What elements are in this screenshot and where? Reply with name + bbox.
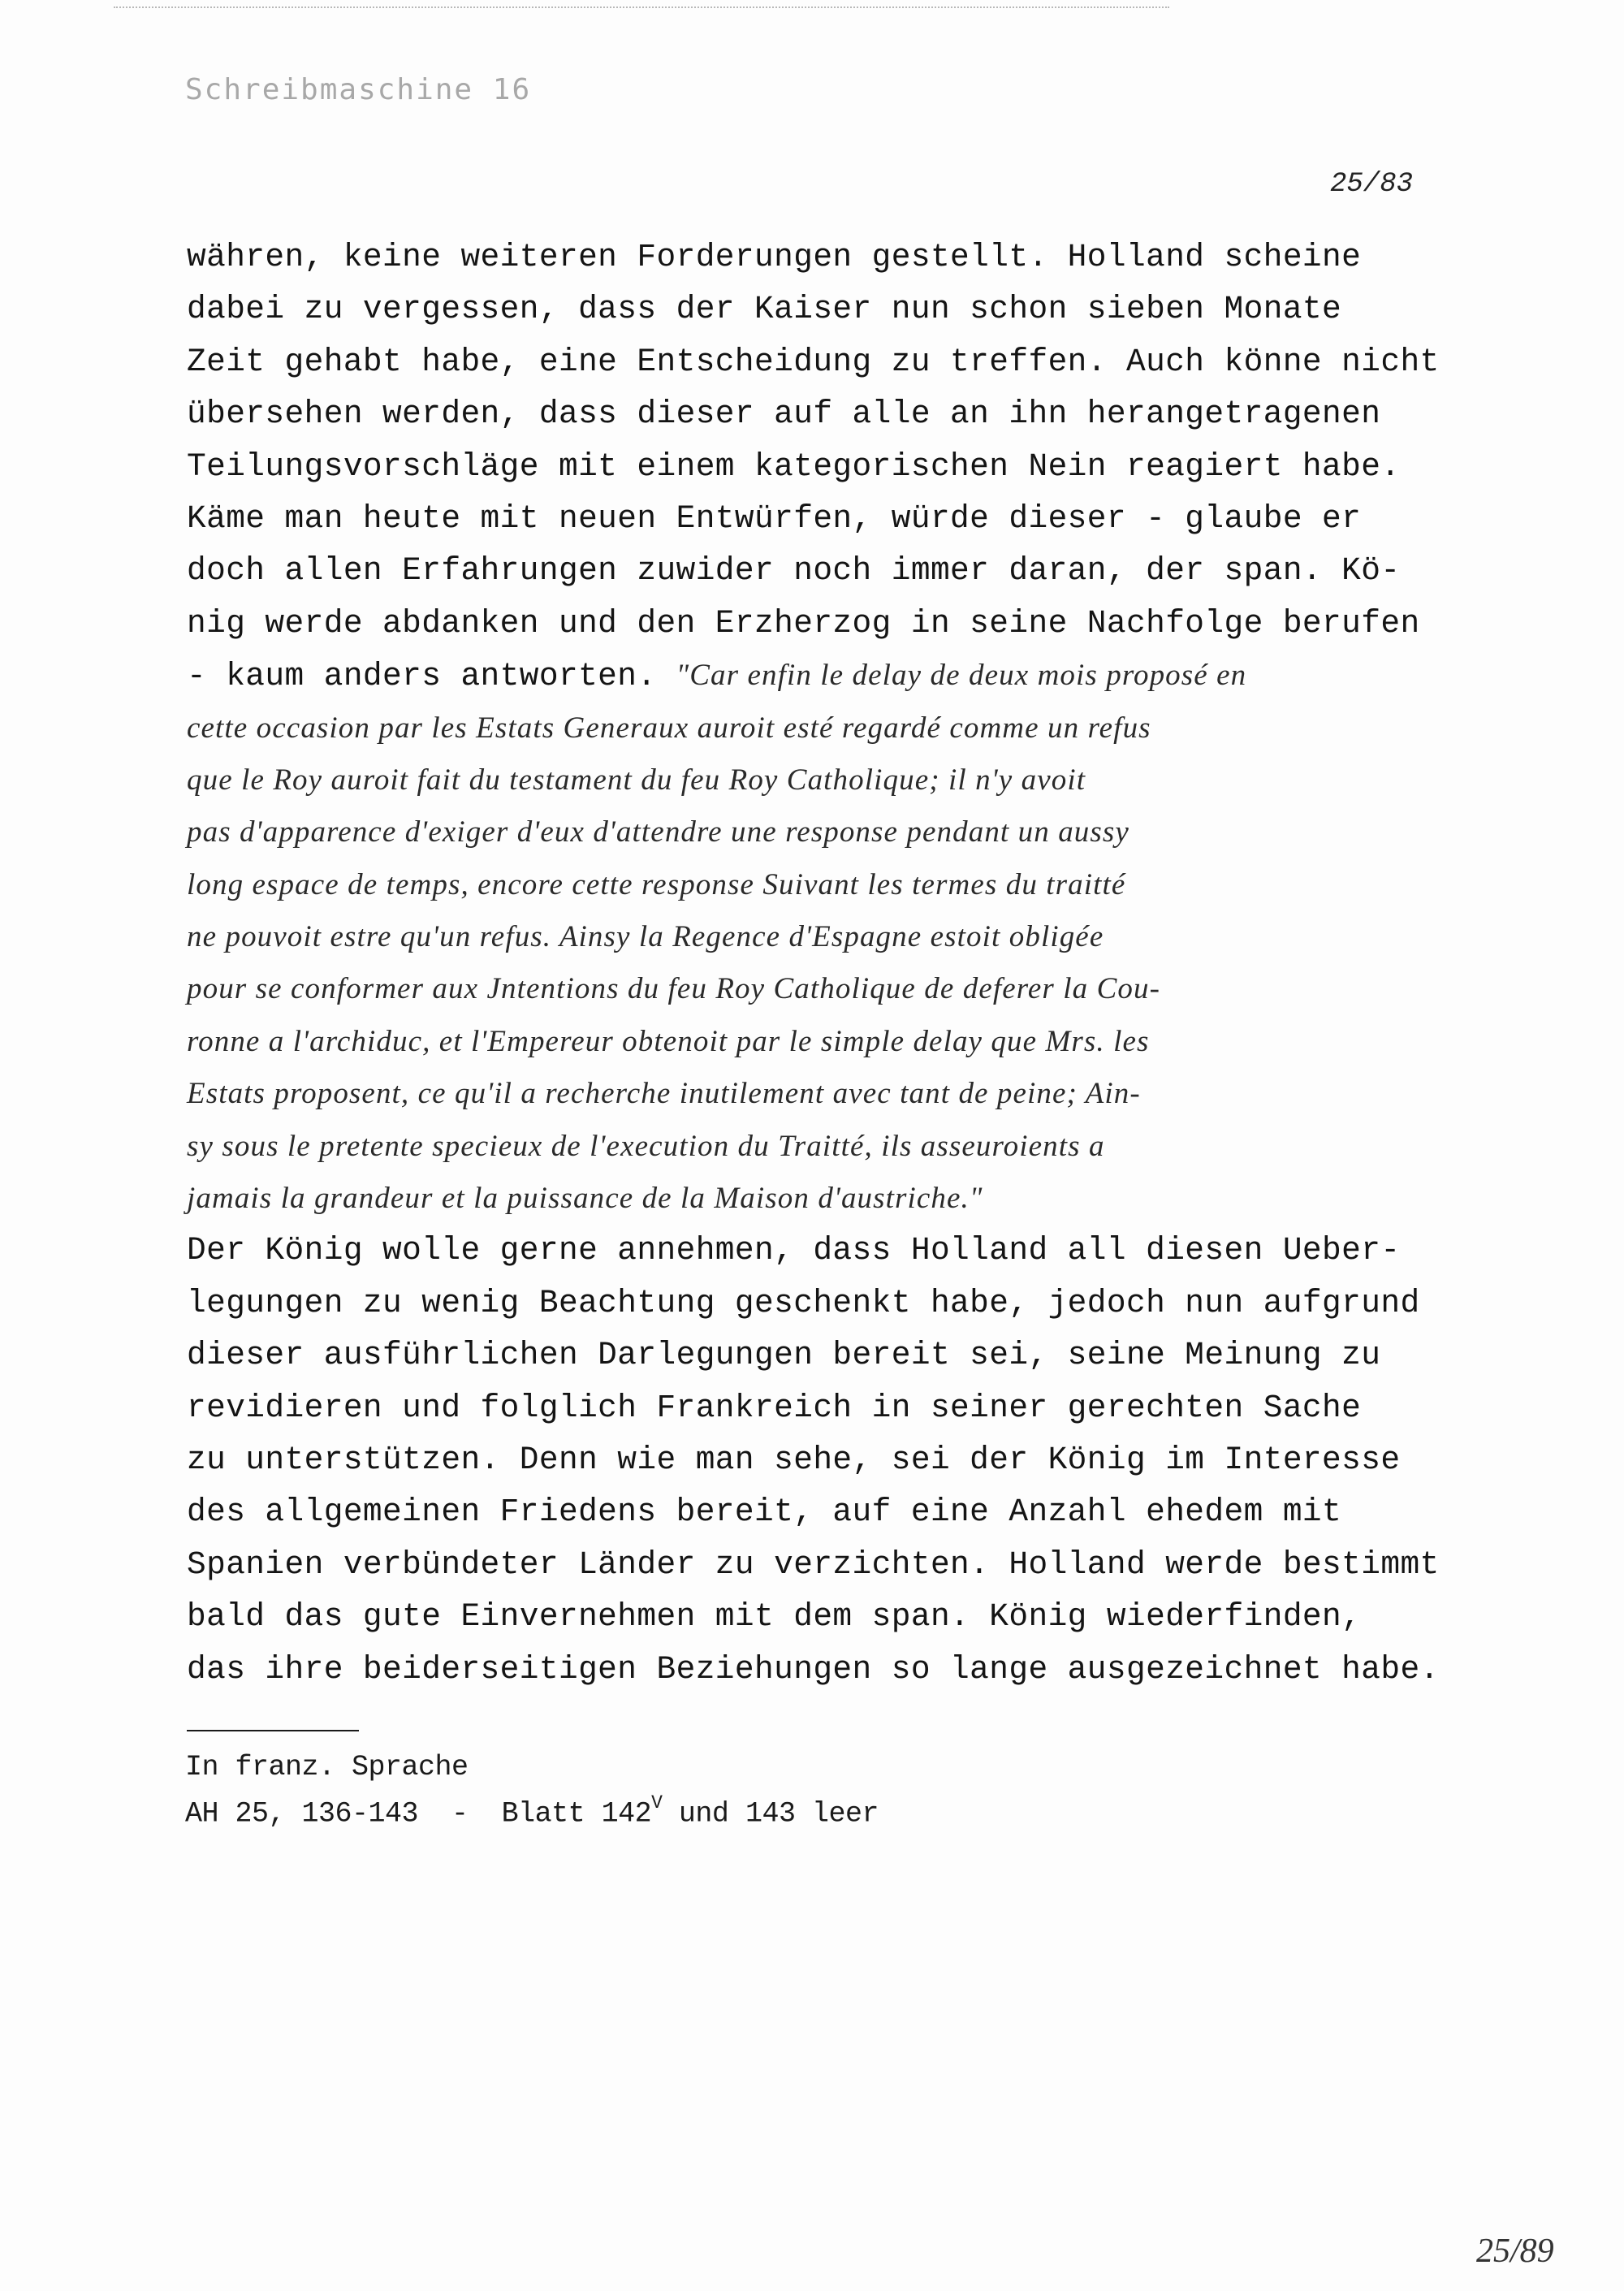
typewriter-stamp: Schreibmaschine 16 xyxy=(185,73,532,106)
quote-line: ronne a l'archiduc, et l'Empereur obtenoit par le simple delay que Mrs. les xyxy=(187,1024,1150,1058)
footnote-superscript: V xyxy=(651,1792,663,1813)
text-line: legungen zu wenig Beachtung geschenkt habe, jedoch nun aufgrund xyxy=(187,1284,1420,1321)
quote-line: pas d'apparence d'exiger d'eux d'attendre une response pendant un aussy xyxy=(187,815,1129,849)
mixed-line-normal: - kaum anders antworten. xyxy=(187,658,676,695)
quote-line: sy sous le pretente specieux de l'execution du Traitté, ils asseuroients a xyxy=(187,1129,1105,1163)
quote-line: pour se conformer aux Jntentions du feu Roy Catholique de deferer la Cou- xyxy=(187,972,1161,1006)
text-line: Zeit gehabt habe, eine Entscheidung zu treffen. Auch könne nicht xyxy=(187,343,1440,380)
mixed-line xyxy=(187,650,1453,702)
text-line: revidieren und folglich Frankreich in seiner gerechten Sache xyxy=(187,1389,1362,1426)
footnote-line: In franz. Sprache xyxy=(185,1751,469,1783)
footnote-divider xyxy=(187,1730,359,1731)
page-number: 25/83 xyxy=(1330,169,1414,200)
body-text xyxy=(187,231,1453,1696)
text-line: währen, keine weiteren Forderungen gestellt. Holland scheine xyxy=(187,239,1362,275)
footnote xyxy=(185,1748,879,1831)
footnote-source: AH 25, 136-143 - Blatt 142 xyxy=(185,1797,652,1831)
quote-line: cette occasion par les Estats Generaux auroit esté regardé comme un refus xyxy=(187,711,1151,745)
quote-line: Estats proposent, ce qu'il a recherche inutilement avec tant de peine; Ain- xyxy=(187,1077,1141,1111)
text-line: zu unterstützen. Denn wie man sehe, sei der König im Interesse xyxy=(187,1441,1401,1478)
text-line: dabei zu vergessen, dass der Kaiser nun schon sieben Monate xyxy=(187,291,1342,328)
text-line: Der König wolle gerne annehmen, dass Holland all diesen Ueber- xyxy=(187,1232,1401,1269)
scan-artifact xyxy=(114,6,1169,11)
quote-start: "Car enfin le delay de deux mois proposé en xyxy=(676,659,1247,693)
text-line: doch allen Erfahrungen zuwider noch immer daran, der span. Kö- xyxy=(187,552,1401,590)
text-line: nig werde abdanken und den Erzherzog in seine Nachfolge berufen xyxy=(187,604,1420,642)
quote-line: jamais la grandeur et la puissance de la Maison d'austriche." xyxy=(187,1182,983,1216)
quote-line: que le Roy auroit fait du testament du feu Roy Catholique; il n'y avoit xyxy=(187,763,1086,797)
text-line: Teilungsvorschläge mit einem kategorischen Nein reagiert habe. xyxy=(187,447,1401,485)
text-line: bald das gute Einvernehmen mit dem span. König wiederfinden, xyxy=(187,1598,1362,1636)
text-line: das ihre beiderseitigen Beziehungen so lange ausgezeichnet habe. xyxy=(187,1650,1440,1688)
footnote-source-end: und 143 leer xyxy=(662,1797,879,1831)
text-line: Spanien verbündeter Länder zu verzichten. Holland werde bestimmt xyxy=(187,1545,1440,1583)
text-line: dieser ausführlichen Darlegungen bereit sei, seine Meinung zu xyxy=(187,1337,1381,1374)
text-line: des allgemeinen Friedens bereit, auf eine Anzahl ehedem mit xyxy=(187,1493,1342,1531)
archive-number: 25/89 xyxy=(1476,2233,1554,2270)
quote-line: long espace de temps, encore cette response Suivant les termes du traitté xyxy=(187,867,1126,901)
quote-line: ne pouvoit estre qu'un refus. Ainsy la Regence d'Espagne estoit obligée xyxy=(187,920,1104,954)
text-line: Käme man heute mit neuen Entwürfen, würde dieser - glaube er xyxy=(187,499,1362,537)
footnote-line xyxy=(185,1787,879,1831)
text-line: übersehen werden, dass dieser auf alle an ihn herangetragenen xyxy=(187,396,1381,433)
